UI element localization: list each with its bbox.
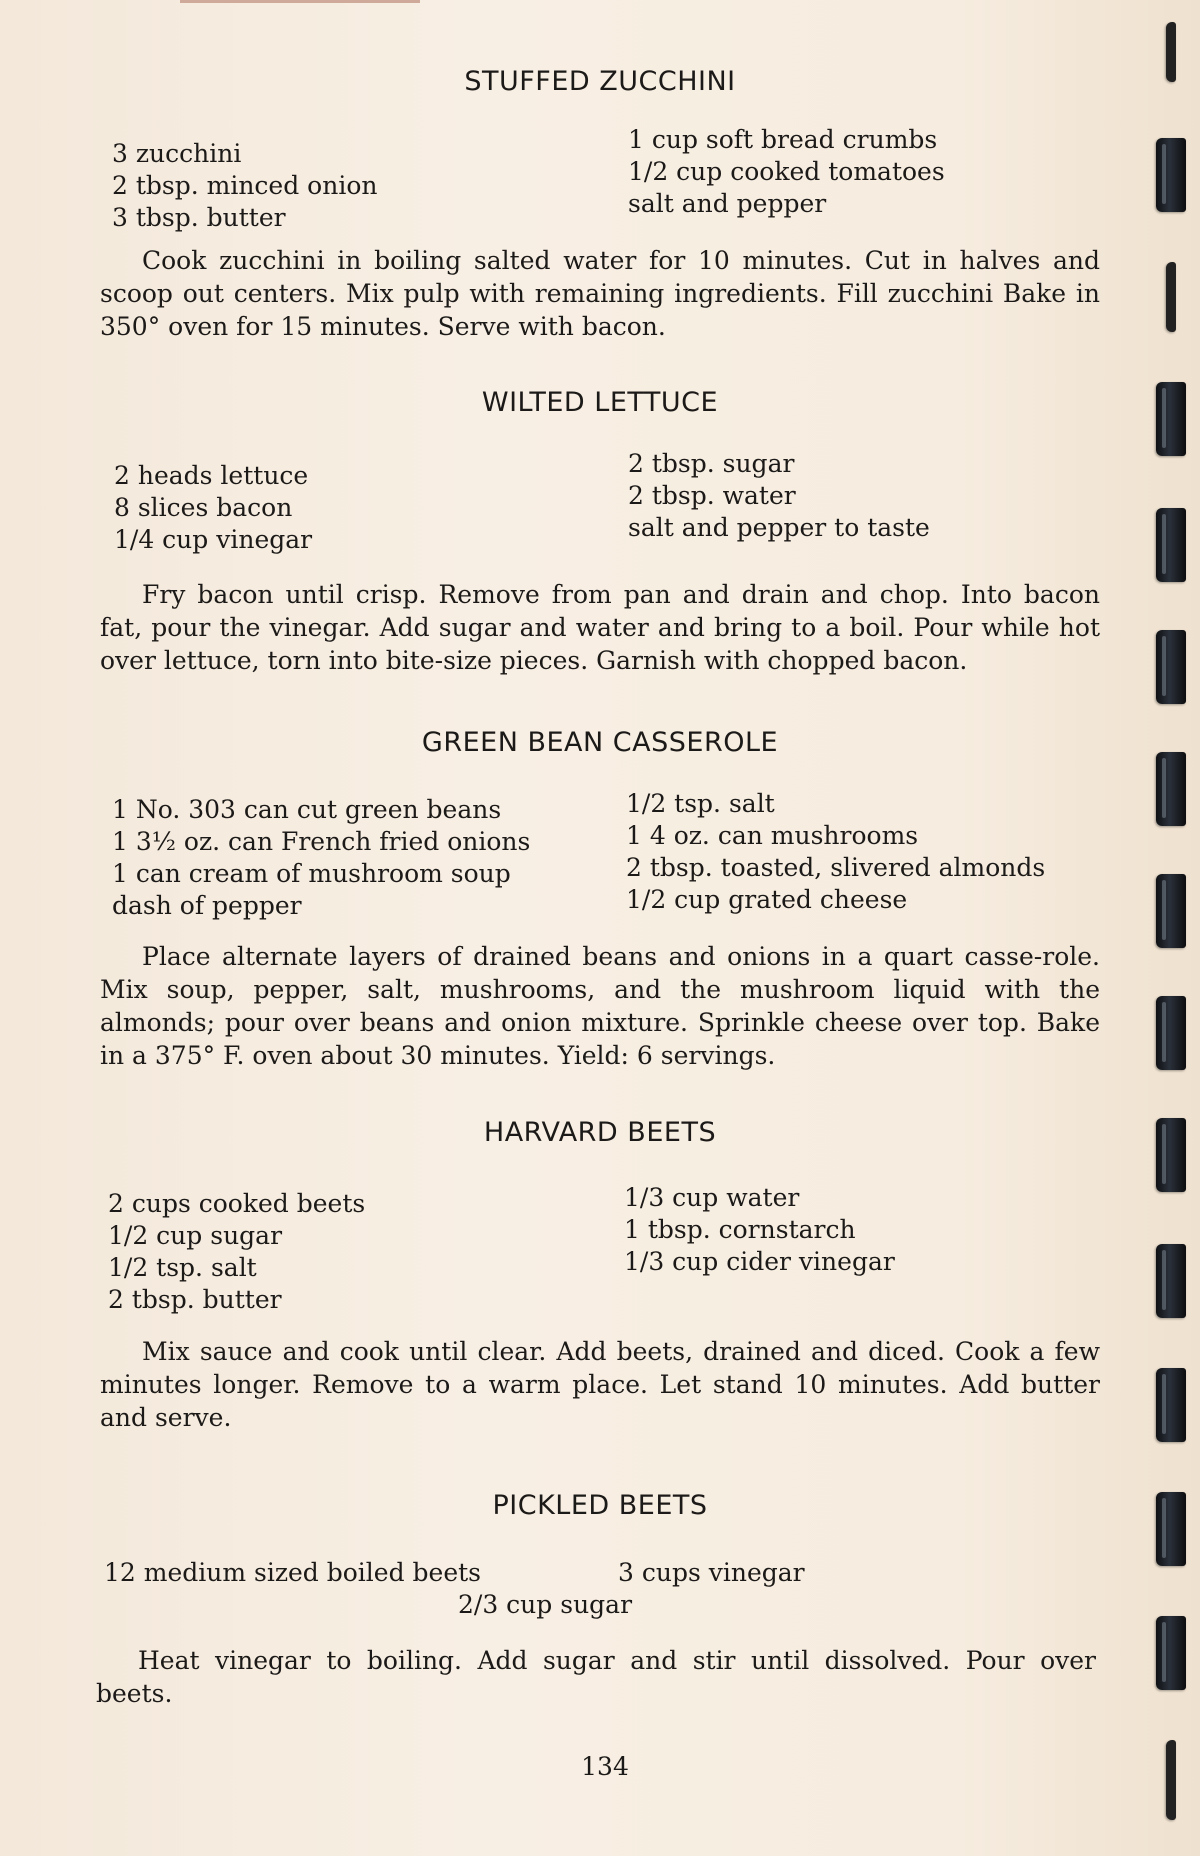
binding-ring <box>1156 1368 1186 1442</box>
ingredient: 2 tbsp. butter <box>108 1285 282 1314</box>
ingredients-right <box>628 124 945 220</box>
recipe-title: STUFFED ZUCCHINI <box>464 66 736 97</box>
ingredient: 1/2 cup grated cheese <box>626 885 908 914</box>
ingredient: 12 medium sized boiled beets <box>104 1558 482 1587</box>
ingredient: 8 slices bacon <box>114 493 293 522</box>
ingredient: 2 tbsp. water <box>628 481 796 510</box>
binding-ring <box>1156 874 1186 948</box>
ingredient: 2 heads lettuce <box>114 461 309 490</box>
binding-ring <box>1156 382 1186 456</box>
ingredient: 1/2 cup sugar <box>108 1221 283 1250</box>
binding-ring <box>1156 996 1186 1070</box>
ingredient: 3 zucchini <box>112 139 242 168</box>
ingredient: dash of pepper <box>112 891 302 920</box>
binding-ring <box>1156 508 1186 582</box>
ingredients-left <box>108 1188 365 1316</box>
ingredient: 2 tbsp. toasted, slivered almonds <box>626 853 1046 882</box>
ingredient: 2/3 cup sugar <box>458 1590 633 1619</box>
page-content <box>96 0 1110 1856</box>
binding-ring <box>1156 1244 1186 1318</box>
recipe-directions: Cook zucchini in boiling salted water for 10 minutes. Cut in halves and scoop out centers. Mix pulp with remaining ingredients. Fill zucchini Bake in 350° oven for 15 minutes. Serve with bacon. <box>100 246 1100 341</box>
ingredients-right <box>624 1182 895 1278</box>
binding-ring <box>1156 1492 1186 1566</box>
binding-ring <box>1156 1616 1186 1690</box>
ingredient: 1 No. 303 can cut green beans <box>112 795 502 824</box>
ingredient: 2 tbsp. sugar <box>628 449 795 478</box>
ingredient: 2 cups cooked beets <box>108 1189 366 1218</box>
binding-ring <box>1166 1740 1176 1820</box>
recipe-title: HARVARD BEETS <box>483 1117 717 1148</box>
recipe-directions: Place alternate layers of drained beans and onions in a quart casse-role. Mix soup, pepper, salt, mushrooms, and the mushroom liquid with the almonds; pour over beans and onion mixture. Sprinkle cheese over top. Bake in a 375° F. oven about 30 minutes. Yield: 6 servings. <box>100 942 1100 1070</box>
recipe-directions: Heat vinegar to boiling. Add sugar and stir until dissolved. Pour over beets. <box>96 1646 1096 1708</box>
ingredient: 1 4 oz. can mushrooms <box>626 821 919 850</box>
ingredient: 3 cups vinegar <box>618 1558 805 1587</box>
ingredient: 1/2 cup cooked tomatoes <box>628 157 945 186</box>
spiral-binding <box>1136 0 1200 1856</box>
ingredient: 1/4 cup vinegar <box>114 525 313 554</box>
binding-ring <box>1156 630 1186 704</box>
ingredient: 3 tbsp. butter <box>112 203 286 232</box>
ingredients-left <box>114 460 312 556</box>
page-number: 134 <box>581 1752 629 1781</box>
binding-ring <box>1156 138 1186 212</box>
ingredients-right <box>628 448 930 544</box>
recipe-directions: Mix sauce and cook until clear. Add beets, drained and diced. Cook a few minutes longer. Remove to a warm place. Let stand 10 minutes. Add butter and serve. <box>100 1337 1100 1432</box>
recipe-title: PICKLED BEETS <box>492 1490 708 1521</box>
ingredient: 1/2 tsp. salt <box>626 789 775 818</box>
ingredient: 1/2 tsp. salt <box>108 1253 257 1282</box>
ingredients-left <box>112 794 530 922</box>
ingredient: 1 can cream of mushroom soup <box>112 859 511 888</box>
recipe-title: WILTED LETTUCE <box>481 387 719 418</box>
binding-ring <box>1166 262 1176 332</box>
binding-ring <box>1156 752 1186 826</box>
ingredient: 1 3½ oz. can French fried onions <box>112 827 531 856</box>
ingredient: 1/3 cup cider vinegar <box>624 1247 895 1276</box>
ingredients-right <box>626 788 1045 916</box>
ingredient: 1 tbsp. cornstarch <box>624 1215 856 1244</box>
ingredient: 2 tbsp. minced onion <box>112 171 378 200</box>
binding-ring <box>1166 22 1176 82</box>
ingredients-left <box>112 138 377 234</box>
ingredient: 1 cup soft bread crumbs <box>628 125 938 154</box>
recipe-title: GREEN BEAN CASSEROLE <box>421 727 779 758</box>
ingredient: salt and pepper to taste <box>628 513 930 542</box>
ingredient: salt and pepper <box>628 189 827 218</box>
ingredient: 1/3 cup water <box>624 1183 800 1212</box>
recipe-directions: Fry bacon until crisp. Remove from pan and drain and chop. Into bacon fat, pour the vinegar. Add sugar and water and bring to a boil. Pour while hot over lettuce, torn into bite-size pieces. Garnish with chopped bacon. <box>100 580 1100 675</box>
binding-ring <box>1156 1118 1186 1192</box>
